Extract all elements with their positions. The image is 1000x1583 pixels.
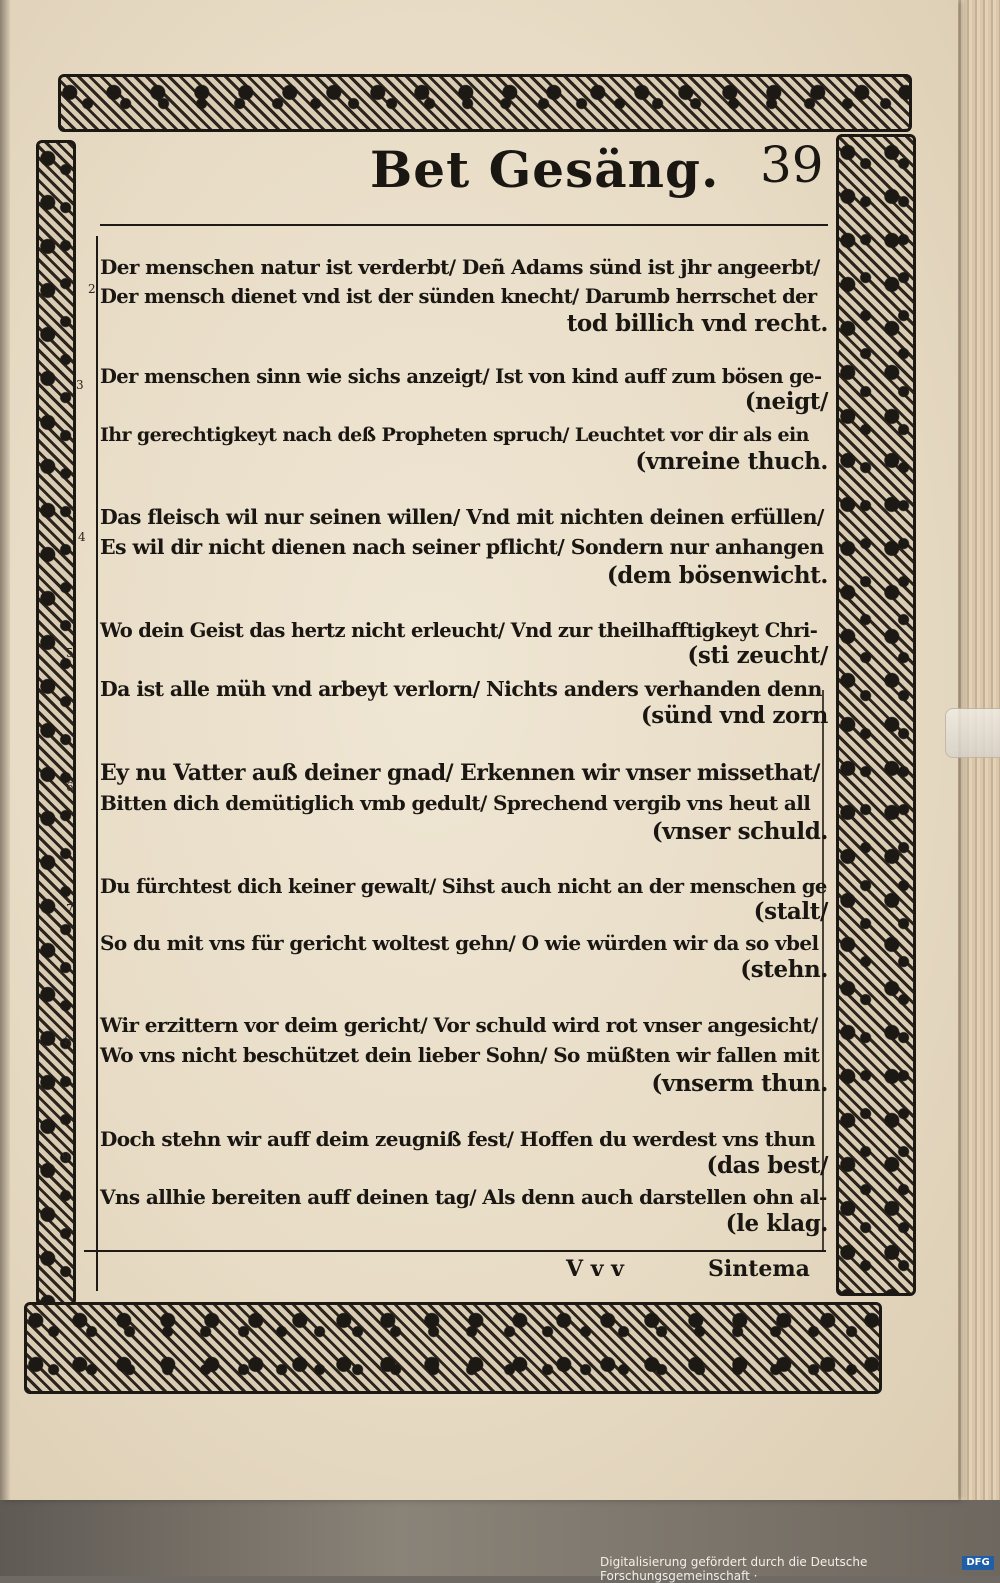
bookmark-tab: [945, 708, 1000, 758]
book-spine: [0, 0, 10, 1500]
verse-number: 6: [66, 780, 74, 794]
verse-number: 8: [64, 1034, 72, 1048]
verse-turnover: (sti zeucht/: [687, 642, 828, 669]
verse-line: Doch stehn wir auff deim zeugniß fest/ Hoffen du werdest vns thun: [100, 1127, 816, 1151]
verse-turnover: (das best/: [706, 1152, 828, 1179]
verse-turnover: (sünd vnd zorn: [640, 702, 828, 729]
verse-turnover: (neigt/: [744, 388, 828, 415]
verse-turnover: (vnser schuld.: [651, 818, 828, 845]
rule-bottom: [84, 1250, 826, 1252]
verse-line: Ey nu Vatter auß deiner gnad/ Erkennen wir vnser missethat/: [100, 760, 820, 786]
verse-line: Wo dein Geist das hertz nicht erleucht/ Vnd zur theilhafftigkeyt Chri-: [100, 619, 818, 642]
verse-line: Wir erzittern vor deim gericht/ Vor schuld wird rot vnser angesicht/: [100, 1013, 818, 1037]
verse-line: Bitten dich demütiglich vmb gedult/ Sprechend vergib vns heut all: [100, 791, 811, 815]
verse-line: Es wil dir nicht dienen nach seiner pflicht/ Sondern nur anhangen: [100, 535, 824, 559]
dfg-logo: DFG: [962, 1556, 994, 1570]
verse-turnover: (stalt/: [753, 898, 828, 925]
signature-mark: V v v: [566, 1256, 624, 1282]
ornament-border-bottom: [24, 1302, 882, 1394]
page-number: 39: [760, 136, 824, 194]
verse-turnover: (vnserm thun.: [651, 1070, 828, 1097]
verse-turnover: tod billich vnd recht.: [566, 310, 828, 337]
verse-line: Der menschen sinn wie sichs anzeigt/ Ist von kind auff zum bösen ge-: [100, 365, 822, 388]
verse-turnover: (le klag.: [725, 1210, 828, 1237]
ornament-border-right: [836, 134, 916, 1296]
digitization-credit: Digitalisierung gefördert durch die Deutsche Forschungsgemeinschaft ·: [600, 1555, 868, 1583]
verse-line: Der mensch dienet vnd ist der sünden knecht/ Darumb herrschet der: [100, 285, 817, 308]
verse-turnover: (vnreine thuch.: [635, 448, 828, 475]
verse-line: Ihr gerechtigkeyt nach deß Propheten spruch/ Leuchtet vor dir als ein: [100, 424, 809, 446]
catchword: Sintema: [708, 1256, 810, 1282]
verse-line: So du mit vns für gericht woltest gehn/ O wie würden wir da so vbel: [100, 931, 819, 955]
running-title: Bet Gesäng.: [370, 140, 720, 199]
verse-line: Der menschen natur ist verderbt/ Deñ Adams sünd ist jhr angeerbt/: [100, 255, 820, 279]
verse-line: Das fleisch wil nur seinen willen/ Vnd mit nichten deinen erfüllen/: [100, 505, 824, 529]
verse-line: Da ist alle müh vnd arbeyt verlorn/ Nichts anders verhanden denn: [100, 677, 822, 701]
rule-left: [96, 236, 98, 1291]
verse-number: 9: [62, 1150, 70, 1164]
rule-top: [100, 224, 828, 226]
ornament-border-top: [58, 74, 912, 132]
verse-line: Vns allhie bereiten auff deinen tag/ Als denn auch darstellen ohn al-: [100, 1185, 827, 1209]
verse-number: 4: [78, 530, 86, 544]
verse-number: 7: [66, 902, 74, 916]
verse-number: 5: [66, 646, 74, 660]
verse-number: 3: [76, 378, 84, 392]
ornament-border-left: [36, 140, 76, 1306]
verse-line: Du fürchtest dich keiner gewalt/ Sihst auch nicht an der menschen ge: [100, 875, 827, 898]
verse-number: 2: [88, 282, 96, 296]
verse-turnover: (dem bösenwicht.: [606, 562, 828, 589]
verse-turnover: (stehn.: [740, 956, 828, 983]
verse-line: Wo vns nicht beschützet dein lieber Sohn/ So müßten wir fallen mit: [100, 1043, 820, 1067]
